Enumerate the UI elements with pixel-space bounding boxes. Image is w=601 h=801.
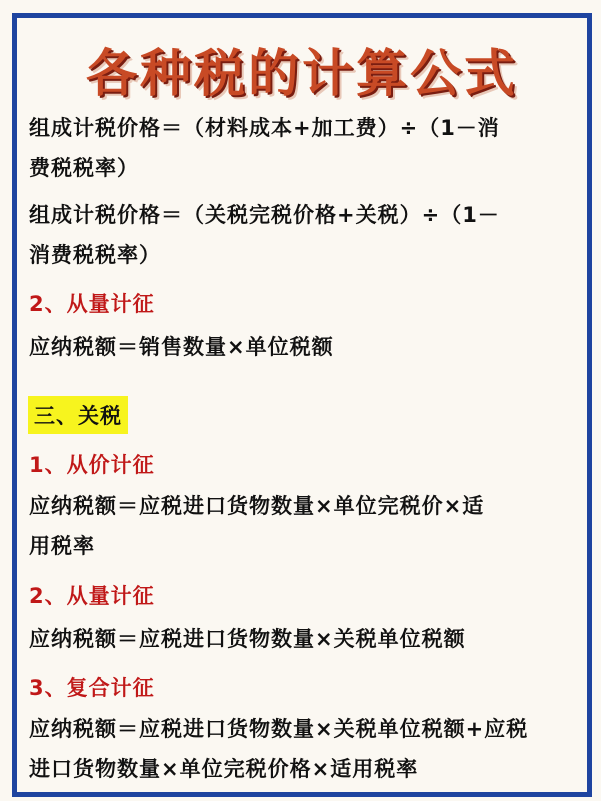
- formula-line: 应纳税额＝应税进口货物数量×关税单位税额: [29, 627, 466, 651]
- formula-line: 费税税率）: [29, 156, 139, 180]
- formula-line: 组成计税价格＝（材料成本+加工费）÷（1－消: [29, 116, 500, 140]
- subheading-quantity: 2、从量计征: [29, 584, 155, 608]
- page-title: 各种税的计算公式: [85, 45, 518, 104]
- formula-line: 用税率: [29, 534, 95, 558]
- formula-line: 应纳税额＝销售数量×单位税额: [29, 335, 334, 359]
- formula-line: 应纳税额＝应税进口货物数量×关税单位税额+应税: [29, 717, 529, 741]
- content-frame: [12, 13, 592, 797]
- formula-line: 消费税税率）: [29, 243, 161, 267]
- formula-line: 进口货物数量×单位完税价格×适用税率: [29, 757, 419, 781]
- formula-line: 组成计税价格＝（关税完税价格+关税）÷（1－: [29, 203, 500, 227]
- subheading-ad-valorem: 1、从价计征: [29, 453, 155, 477]
- subheading-quantity: 2、从量计征: [29, 292, 155, 316]
- subheading-compound: 3、复合计征: [29, 676, 155, 700]
- section-heading-tariff: 三、关税: [28, 396, 128, 434]
- formula-line: 应纳税额＝应税进口货物数量×单位完税价×适: [29, 494, 485, 518]
